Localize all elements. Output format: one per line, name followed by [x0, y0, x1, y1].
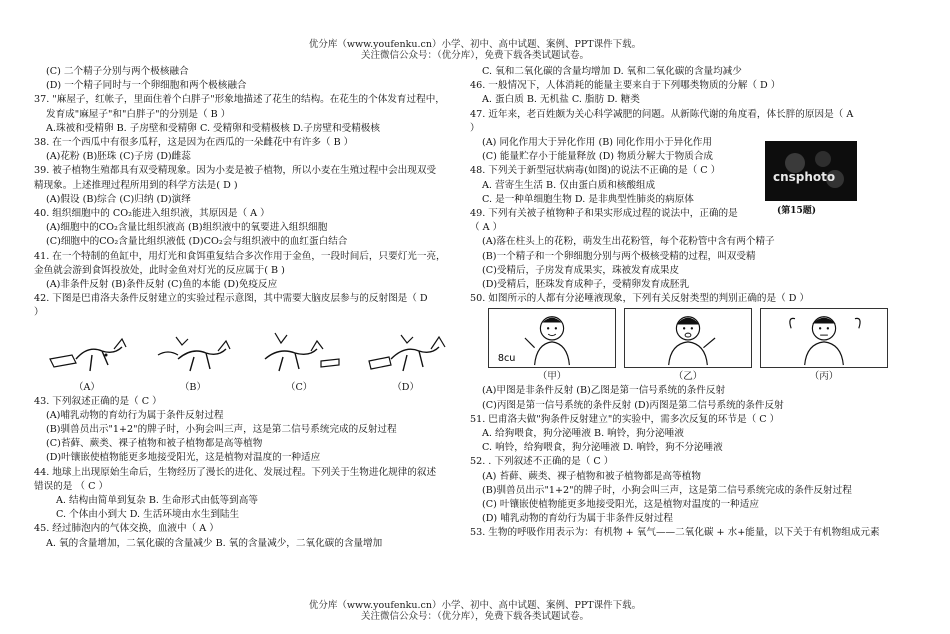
fig-label-yi: （乙）: [673, 371, 703, 383]
q52-option-d: (D) 哺乳动物的育幼行为属于非条件反射过程: [482, 513, 673, 525]
left-column: [34, 65, 459, 551]
q43-option-a: (A)哺乳动物的育幼行为属于条件反射过程: [46, 409, 224, 421]
q41-stem-cont: 金鱼就会游到食饵投放处，此时金鱼对灯光的反应属于( B ): [34, 264, 285, 276]
q53-stem: 53. 生物的呼吸作用表示为：有机物 + 氧气——二氧化碳 + 水+能量，以下关于有机物组成元素: [470, 527, 880, 539]
q48-options-ab: A. 营寄生生活 B. 仅由蛋白质和核酸组成: [482, 179, 656, 191]
footer-line-2: 关注微信公众号：（优分库），免费下载各类试题试卷。: [360, 611, 589, 622]
q48-stem: 48. 下列关于新型冠状病毒(如图)的说法不正确的是（ C ）: [470, 165, 721, 177]
q50-stem: 50. 如图所示的人都有分泌唾液现象，下列有关反射类型的判别正确的是（ D ）: [470, 293, 810, 305]
q50-figure-labels: [488, 370, 925, 384]
q37-options: A.珠被和受精卵 B. 子房壁和受精卵 C. 受精卵和受精极核 D.子房壁和受精极核: [46, 122, 380, 134]
q49-option-c: (C)受精后，子房发育成果实，珠被发育成果皮: [482, 264, 680, 276]
q43-stem: 43. 下列叙述正确的是（ C ）: [34, 395, 162, 407]
fig-label-a: （A）: [73, 381, 101, 393]
fig-label-b: （B）: [179, 381, 207, 393]
q45-options-cd: C. 氧和二氧化碳的含量均增加 D. 氧和二氧化碳的含量均减少: [482, 66, 742, 77]
q38-stem: 38. 在一个西瓜中有很多瓜籽，这是因为在西瓜的一朵雌花中有许多（ B ）: [34, 137, 354, 149]
q36-option-d: (D) 一个精子同时与一个卵细胞和两个极核融合: [46, 80, 247, 92]
page-header: [0, 39, 950, 61]
q40-options-cd: (C)细胞中的CO₂含量比组织液低 (D)CO₂会与组织液中的血红蛋白结合: [46, 236, 348, 248]
q40-stem: 40. 组织细胞中的 CO₂能进入组织液，其原因是（ A ）: [34, 208, 270, 220]
q44-stem-cont: 错误的是 （ C ）: [34, 480, 109, 492]
q42-stem-cont: ）: [34, 307, 44, 319]
q51-stem: 51. 巴甫洛夫做"狗条件反射建立"的实验中，需多次反复的环节是（ C ）: [470, 413, 780, 425]
q49-stem: 49. 下列有关被子植物种子和果实形成过程的说法中，正确的是: [470, 208, 738, 220]
virus-image-icon: [765, 141, 857, 201]
q46-stem: 46. 一般情况下，人体消耗的能量主要来自于下列哪类物质的分解（ D ）: [470, 80, 781, 92]
q39-stem-cont: 精现象。上述推理过程所用到的科学方法是( D ): [34, 179, 238, 191]
q44-options-cd: C. 个体由小到大 D. 生活环境由水生到陆生: [56, 509, 240, 521]
dog-experiment-c-icon: [255, 325, 345, 381]
q46-options: A. 蛋白质 B. 无机盐 C. 脂肪 D. 糖类: [482, 94, 640, 106]
q51-options-ab: A. 给狗喂食，狗分泌唾液 B. 响铃，狗分泌唾液: [482, 428, 684, 440]
child-saliva-yi-icon: [624, 308, 752, 368]
q52-stem: 52. . 下列叙述不正确的是（ C ）: [470, 456, 614, 468]
q47-options-cd: (C) 能量贮存小于能量释放 (D) 物质分解大于物质合成: [482, 151, 714, 163]
q49-option-b: (B)一个精子和一个卵细胞分别与两个极核受精的过程，叫双受精: [482, 250, 756, 262]
header-line-1: 优分库（www.youfenku.cn）小学、初中、高中试题、案例、PPT课件下载。: [308, 39, 642, 50]
right-column: [470, 65, 925, 541]
q45-stem: 45. 经过肺泡内的气体交换，血液中（ A ）: [34, 523, 219, 535]
q42-figure: [34, 323, 459, 381]
fig-label-d: （D）: [392, 381, 420, 393]
q42-figure-labels: [34, 381, 459, 395]
fig-label-c: （C）: [285, 381, 313, 393]
dog-experiment-b-icon: [148, 325, 238, 381]
dog-experiment-d-icon: [361, 325, 451, 381]
svg-text:8cu: 8cu: [497, 353, 516, 365]
q39-stem: 39. 被子植物生殖都具有双受精现象。因为小麦是被子植物，所以小麦在生殖过程中会出现双受: [34, 165, 437, 177]
q43-option-b: (B)驯兽员出示"1+2"的牌子时，小狗会叫三声，这是第二信号系统完成的反射过程: [46, 424, 397, 436]
q52-option-a: (A) 苔藓、蕨类、裸子植物和被子植物都是高等植物: [482, 470, 701, 482]
q41-options: (A)非条件反射 (B)条件反射 (C)鱼的本能 (D)免疫反应: [46, 279, 278, 291]
q42-stem: 42. 下图是巴甫洛夫条件反射建立的实验过程示意图，其中需要大脑皮层参与的反射图是（ D: [34, 293, 428, 305]
footer-line-1: 优分库（www.youfenku.cn）小学、初中、高中试题、案例、PPT课件下载。: [308, 600, 642, 611]
q43-option-c: (C)苔藓、蕨类、裸子植物和被子植物都是高等植物: [46, 438, 263, 450]
q37-stem: 37. "麻屋子，红帐子，里面住着个白胖子"形象地描述了花生的结构。在花生的个体发育过程中，: [34, 94, 445, 106]
q39-options: (A)假设 (B)综合 (C)归纳 (D)演绎: [46, 193, 191, 205]
q50-figure: [488, 308, 925, 370]
q47-stem: 47. 近年来，老百姓颇为关心科学减肥的问题。从新陈代谢的角度看，体长胖的原因是（ A: [470, 108, 854, 120]
dog-experiment-a-icon: [42, 325, 132, 381]
q44-stem: 44. 地球上出现原始生命后，生物经历了漫长的进化、发展过程。下列关于生物进化规律的叙述: [34, 466, 437, 478]
q50-options-cd: (C)丙图是第一信号系统的条件反射 (D)丙图是第二信号系统的条件反射: [482, 399, 784, 411]
q40-options-ab: (A)细胞中的CO₂含量比组织液高 (B)组织液中的氧要进入组织细胞: [46, 222, 328, 234]
virus-photo: [765, 141, 857, 201]
q37-stem-cont: 发育成"麻屋子"和"白胖子"的分别是（ B ）: [46, 108, 231, 120]
q44-options-ab: A. 结构由简单到复杂 B. 生命形式由低等到高等: [56, 495, 258, 507]
q43-option-d: (D)叶镶嵌使植物能更多地接受阳光，这是植物对温度的一种适应: [46, 452, 321, 464]
child-saliva-jia-icon: [488, 308, 616, 368]
q52-option-b: (B)驯兽员出示"1+2"的牌子时，小狗会叫三声，这是第二信号系统完成的条件反射过程: [482, 484, 852, 496]
q36-option-c: (C) 二个精子分别与两个极核融合: [46, 66, 189, 77]
q47-options-ab: (A) 同化作用大于异化作用 (B) 同化作用小于异化作用: [482, 137, 712, 149]
q51-options-cd: C. 响铃，给狗喂食，狗分泌唾液 D. 响铃，狗不分泌唾液: [482, 442, 723, 454]
q41-stem: 41. 在一个特制的鱼缸中，用灯光和食饵重复结合多次作用于金鱼，一段时间后，只要灯光一亮，: [34, 250, 446, 262]
header-line-2: 关注微信公众号：（优分库），免费下载各类试题试卷。: [360, 50, 589, 61]
child-saliva-bing-icon: [760, 308, 888, 368]
photo-caption: (第15题): [777, 206, 817, 216]
q50-options-ab: (A)甲图是非条件反射 (B)乙图是第一信号系统的条件反射: [482, 385, 726, 397]
q47-stem-cont: ）: [470, 122, 480, 134]
q49-option-d: (D)受精后，胚珠发育成种子，受精卵发育成胚乳: [482, 279, 690, 291]
q49-stem-cont: （ A ）: [470, 222, 503, 234]
page-footer: [0, 600, 950, 622]
fig-label-bing: （丙）: [809, 371, 839, 383]
q38-options: (A)花粉 (B)胚珠 (C)子房 (D)雌蕊: [46, 151, 191, 163]
q45-options: A. 氧的含量增加，二氧化碳的含量减少 B. 氧的含量减少，二氧化碳的含量增加: [46, 537, 383, 549]
q49-option-a: (A)落在柱头上的花粉，萌发生出花粉管，每个花粉管中含有两个精子: [482, 236, 775, 248]
photo-watermark: cnsphoto: [773, 170, 836, 184]
q52-option-c: (C) 叶镶嵌使植物能更多地接受阳光，这是植物对温度的一种适应: [482, 499, 759, 511]
fig-label-jia: （甲）: [537, 371, 567, 383]
q48-options-cd: C. 是一种单细胞生物 D. 是非典型性肺炎的病原体: [482, 193, 694, 205]
